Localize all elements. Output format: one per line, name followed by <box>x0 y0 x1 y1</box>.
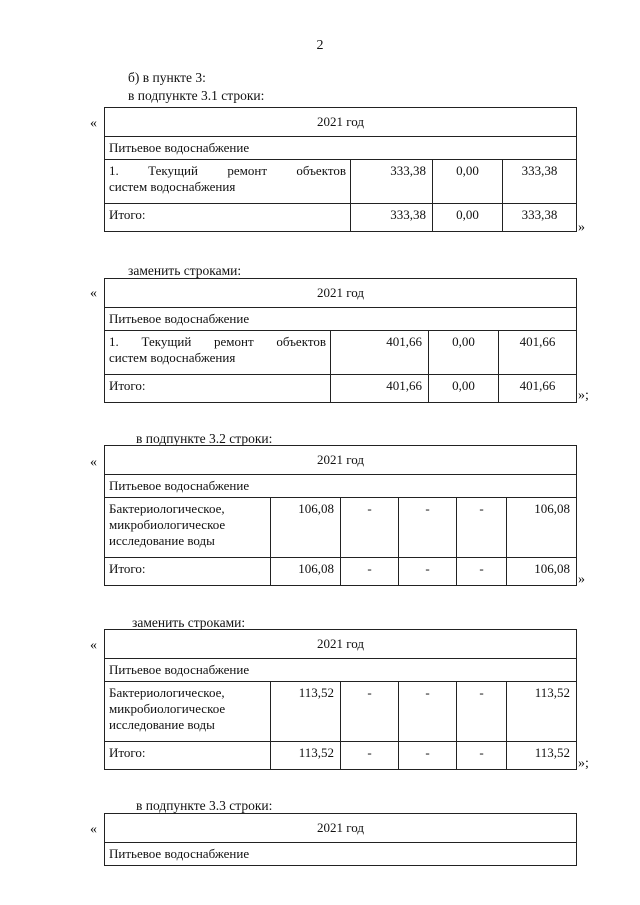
total-value: - <box>341 558 399 586</box>
item-name-line-2: систем водоснабжения <box>109 179 236 194</box>
open-quote: « <box>90 822 97 837</box>
value-cell: 401,66 <box>499 331 577 375</box>
value-cell: 333,38 <box>351 160 433 204</box>
open-quote: « <box>90 116 97 131</box>
total-value: 0,00 <box>433 204 503 232</box>
table-row <box>105 498 577 558</box>
replace-label: заменить строками: <box>128 263 242 278</box>
total-value: 113,52 <box>507 742 577 770</box>
total-value: - <box>341 742 399 770</box>
total-row <box>105 558 577 586</box>
total-value: 401,66 <box>331 375 429 403</box>
table-3-1-old <box>104 107 577 232</box>
total-value: 106,08 <box>271 558 341 586</box>
value-cell: 106,08 <box>271 498 341 558</box>
value-cell: 106,08 <box>507 498 577 558</box>
close-quote: » <box>578 572 585 587</box>
table-year: 2021 год <box>105 108 577 137</box>
value-cell: - <box>341 498 399 558</box>
table-section: Питьевое водоснабжение <box>105 137 577 160</box>
table-3-1-new <box>104 278 577 403</box>
table-year: 2021 год <box>105 814 577 843</box>
item-name-line-2: систем водоснабжения <box>109 350 236 365</box>
total-value: 0,00 <box>429 375 499 403</box>
table-section: Питьевое водоснабжение <box>105 308 577 331</box>
total-row <box>105 375 577 403</box>
intro-line-2: в подпункте 3.1 строки: <box>128 88 265 103</box>
table-section: Питьевое водоснабжение <box>105 843 577 866</box>
value-cell: - <box>399 498 457 558</box>
total-value: - <box>457 558 507 586</box>
item-name-line-1: 1. Текущий ремонт объектов <box>109 334 326 349</box>
total-label: Итого: <box>105 204 351 232</box>
total-value: 401,66 <box>499 375 577 403</box>
table-3-2-old <box>104 445 577 586</box>
value-cell: 113,52 <box>271 682 341 742</box>
total-label: Итого: <box>105 742 271 770</box>
table-row <box>105 682 577 742</box>
total-row <box>105 742 577 770</box>
intro-line-1: б) в пункте 3: <box>128 70 206 85</box>
table-section: Питьевое водоснабжение <box>105 475 577 498</box>
total-value: 106,08 <box>507 558 577 586</box>
item-name: Бактериологическое, микробиологическое исследование воды <box>105 498 271 558</box>
value-cell: - <box>457 682 507 742</box>
total-value: - <box>399 558 457 586</box>
value-cell: - <box>399 682 457 742</box>
total-value: - <box>457 742 507 770</box>
close-quote: » <box>578 220 585 235</box>
table-year: 2021 год <box>105 446 577 475</box>
item-name <box>105 160 351 204</box>
replace-label: заменить строками: <box>132 615 246 630</box>
table-year: 2021 год <box>105 279 577 308</box>
open-quote: « <box>90 638 97 653</box>
value-cell: 401,66 <box>331 331 429 375</box>
value-cell: - <box>457 498 507 558</box>
page-number: 2 <box>316 38 324 53</box>
table-3-3-old <box>104 813 577 866</box>
item-name: Бактериологическое, микробиологическое исследование воды <box>105 682 271 742</box>
total-row <box>105 204 577 232</box>
total-value: 113,52 <box>271 742 341 770</box>
sub-3-3-label: в подпункте 3.3 строки: <box>136 798 273 813</box>
total-value: 333,38 <box>503 204 577 232</box>
open-quote: « <box>90 286 97 301</box>
total-label: Итого: <box>105 558 271 586</box>
table-row <box>105 160 577 204</box>
value-cell: 0,00 <box>433 160 503 204</box>
table-year: 2021 год <box>105 630 577 659</box>
table-row <box>105 331 577 375</box>
item-name <box>105 331 331 375</box>
total-value: - <box>399 742 457 770</box>
value-cell: - <box>341 682 399 742</box>
total-value: 333,38 <box>351 204 433 232</box>
value-cell: 113,52 <box>507 682 577 742</box>
value-cell: 0,00 <box>429 331 499 375</box>
table-section: Питьевое водоснабжение <box>105 659 577 682</box>
close-quote-semicolon: »; <box>578 756 589 771</box>
table-3-2-new <box>104 629 577 770</box>
item-name-line-1: 1. Текущий ремонт объектов <box>109 163 346 178</box>
sub-3-2-label: в подпункте 3.2 строки: <box>136 431 273 446</box>
open-quote: « <box>90 455 97 470</box>
close-quote-semicolon: »; <box>578 388 589 403</box>
value-cell: 333,38 <box>503 160 577 204</box>
total-label: Итого: <box>105 375 331 403</box>
